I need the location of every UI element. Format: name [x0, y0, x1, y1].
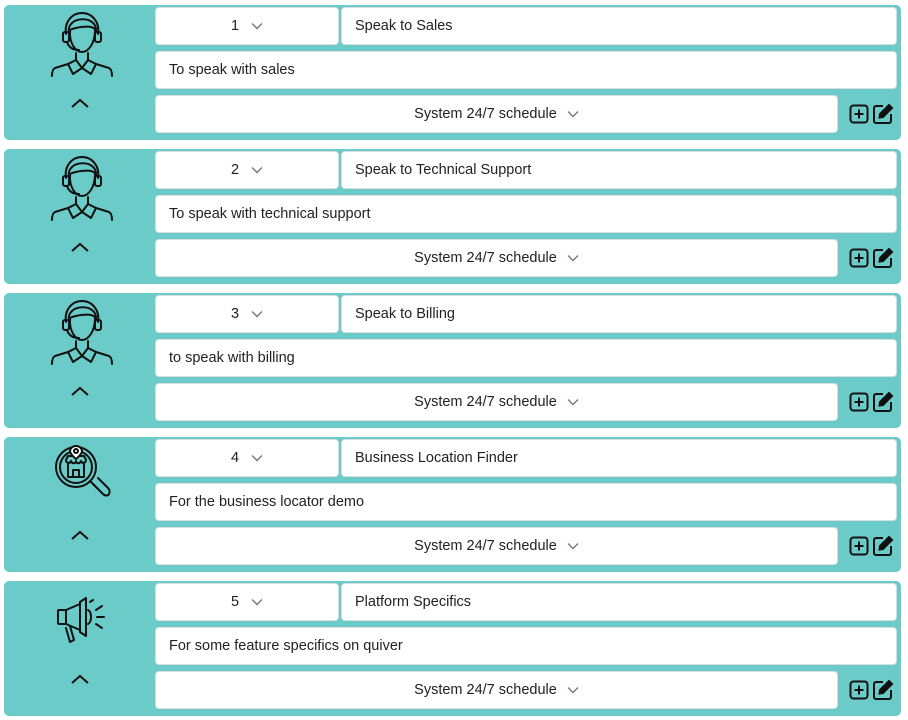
title-input[interactable]: Business Location Finder: [341, 439, 897, 477]
edit-button[interactable]: [872, 103, 894, 125]
menu-option-card: [4, 293, 901, 428]
edit-icon: [872, 679, 894, 701]
chevron-down-icon: [567, 398, 579, 406]
schedule-value: System 24/7 schedule: [414, 250, 557, 266]
title-input[interactable]: Speak to Technical Support: [341, 151, 897, 189]
chevron-down-icon: [567, 254, 579, 262]
description-input[interactable]: To speak with technical support: [155, 195, 897, 233]
chevron-up-icon: [70, 529, 90, 541]
schedule-value: System 24/7 schedule: [414, 394, 557, 410]
schedule-value: System 24/7 schedule: [414, 682, 557, 698]
description-input[interactable]: For some feature specifics on quiver: [155, 627, 897, 665]
key-select[interactable]: [155, 295, 339, 333]
description-input[interactable]: to speak with billing: [155, 339, 897, 377]
chevron-down-icon: [251, 22, 263, 30]
menu-option-card: [4, 149, 901, 284]
chevron-down-icon: [251, 454, 263, 462]
chevron-down-icon: [567, 542, 579, 550]
chevron-up-icon: [70, 385, 90, 397]
collapse-button[interactable]: [68, 527, 92, 543]
add-button[interactable]: [848, 247, 870, 269]
plus-square-icon: [849, 248, 869, 268]
menu-option-card: [4, 437, 901, 572]
collapse-button[interactable]: [68, 239, 92, 255]
title-input[interactable]: Speak to Sales: [341, 7, 897, 45]
edit-button[interactable]: [872, 391, 894, 413]
add-button[interactable]: [848, 679, 870, 701]
edit-icon: [872, 247, 894, 269]
agent-headset-icon: [40, 295, 124, 367]
key-select[interactable]: [155, 151, 339, 189]
menu-option-card: [4, 581, 901, 716]
key-value: 2: [230, 162, 240, 178]
schedule-value: System 24/7 schedule: [414, 106, 557, 122]
plus-square-icon: [849, 392, 869, 412]
edit-button[interactable]: [872, 247, 894, 269]
description-input[interactable]: For the business locator demo: [155, 483, 897, 521]
chevron-up-icon: [70, 241, 90, 253]
chevron-up-icon: [70, 97, 90, 109]
add-button[interactable]: [848, 391, 870, 413]
schedule-value: System 24/7 schedule: [414, 538, 557, 554]
agent-headset-icon: [40, 151, 124, 223]
collapse-button[interactable]: [68, 95, 92, 111]
plus-square-icon: [849, 536, 869, 556]
schedule-select[interactable]: [155, 383, 838, 421]
edit-icon: [872, 103, 894, 125]
collapse-button[interactable]: [68, 383, 92, 399]
collapse-button[interactable]: [68, 671, 92, 687]
agent-headset-icon: [40, 7, 124, 79]
chevron-down-icon: [251, 166, 263, 174]
plus-square-icon: [849, 680, 869, 700]
title-input[interactable]: Platform Specifics: [341, 583, 897, 621]
key-value: 1: [230, 18, 240, 34]
chevron-down-icon: [567, 110, 579, 118]
edit-icon: [872, 391, 894, 413]
key-select[interactable]: [155, 583, 339, 621]
key-select[interactable]: [155, 7, 339, 45]
schedule-select[interactable]: [155, 95, 838, 133]
store-search-icon: [40, 439, 124, 511]
edit-button[interactable]: [872, 679, 894, 701]
key-value: 3: [230, 306, 240, 322]
schedule-select[interactable]: [155, 527, 838, 565]
description-input[interactable]: To speak with sales: [155, 51, 897, 89]
chevron-up-icon: [70, 673, 90, 685]
title-input[interactable]: Speak to Billing: [341, 295, 897, 333]
key-select[interactable]: [155, 439, 339, 477]
chevron-down-icon: [251, 598, 263, 606]
schedule-select[interactable]: [155, 239, 838, 277]
megaphone-icon: [40, 583, 124, 655]
edit-button[interactable]: [872, 535, 894, 557]
add-button[interactable]: [848, 103, 870, 125]
chevron-down-icon: [251, 310, 263, 318]
key-value: 4: [230, 450, 240, 466]
schedule-select[interactable]: [155, 671, 838, 709]
menu-option-card: [4, 5, 901, 140]
plus-square-icon: [849, 104, 869, 124]
chevron-down-icon: [567, 686, 579, 694]
add-button[interactable]: [848, 535, 870, 557]
key-value: 5: [230, 594, 240, 610]
edit-icon: [872, 535, 894, 557]
